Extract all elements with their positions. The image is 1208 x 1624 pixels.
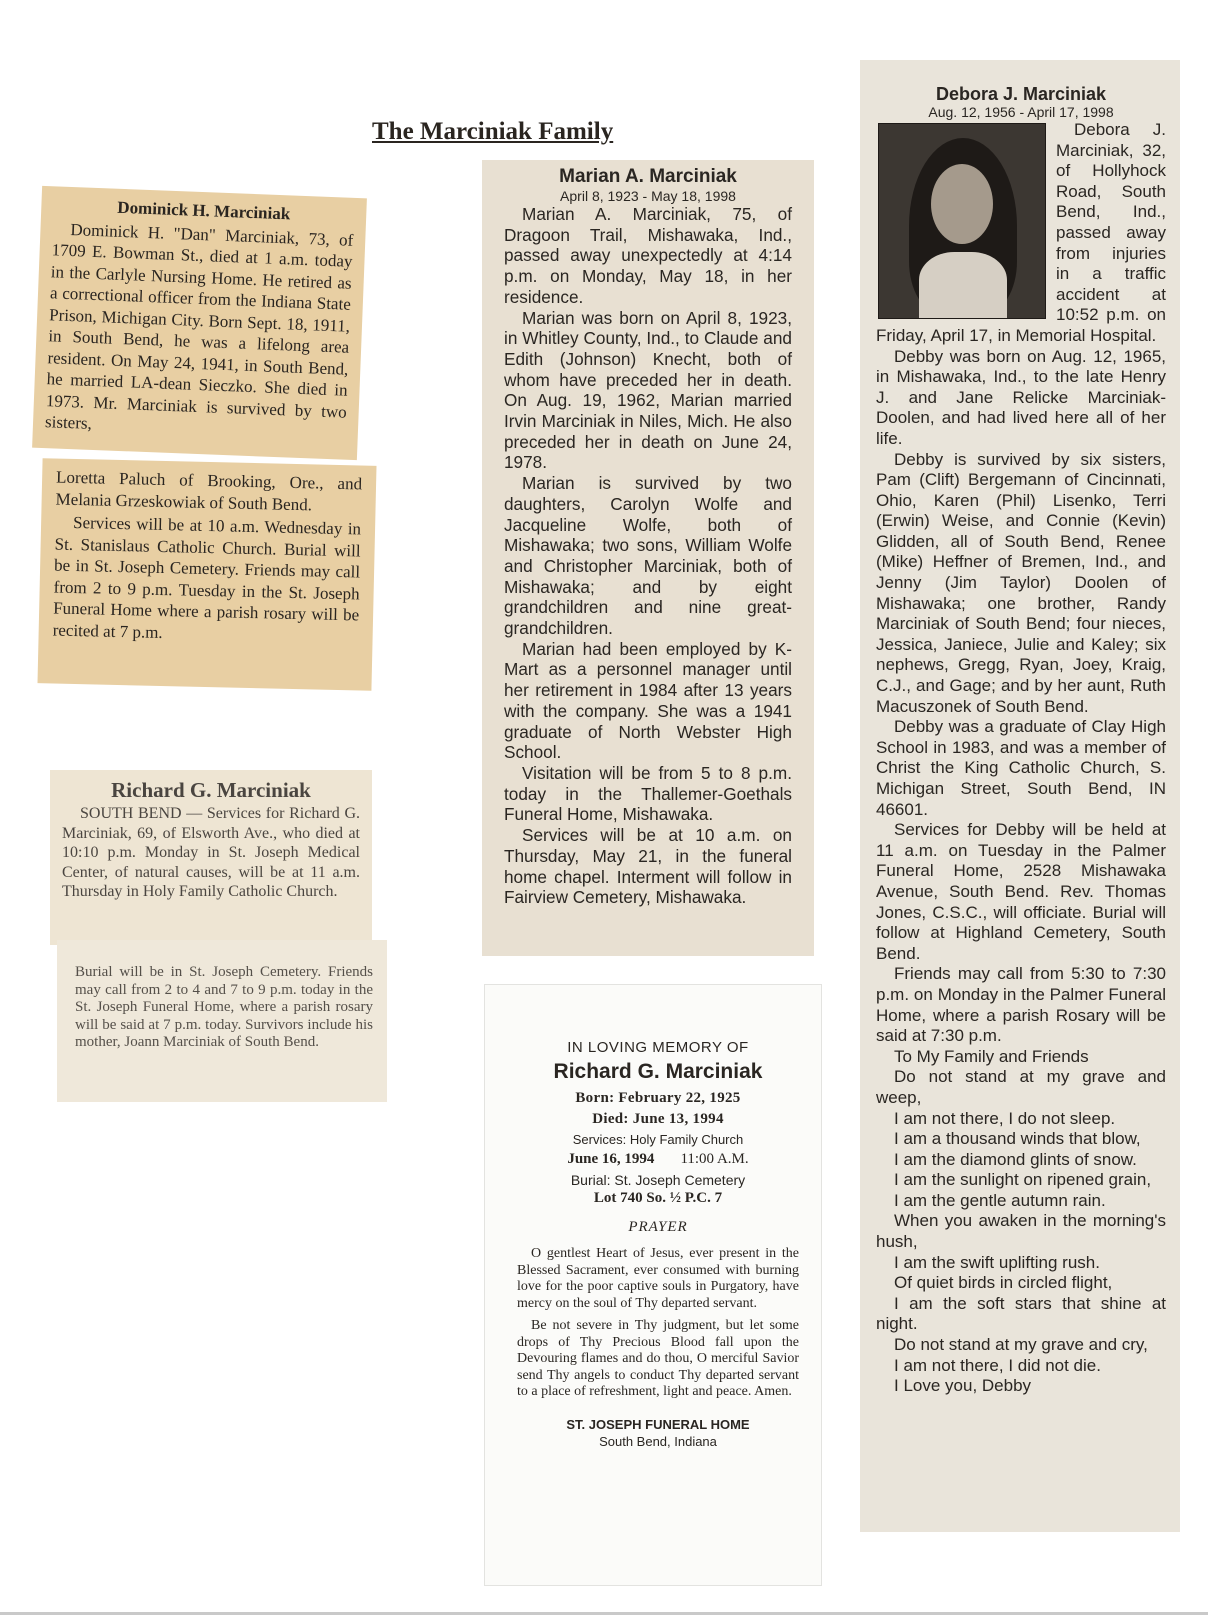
card-prayer-paragraph-1: O gentlest Heart of Jesus, ever present in the Blessed Sacrament, ever consumed with burning love for the poor captive souls in Purgatory, have mercy on the soul of Thy departed servant. [517,1246,799,1311]
poem-line: I am the gentle autumn rain. [894,1190,1106,1210]
dominick-paragraph-1: Dominick H. "Dan" Marciniak, 73, of 1709 E. Bowman St., died at 1 a.m. today in the Carlyle Nursing Home. He retired as a correctional officer from the Indiana State Prison, Michigan City. Born Sept. 18, 1911, in South Bend, he was a lifelong area resident. On May 24, 1941, in South Bend, he married LA-dean Sieczko. She died in 1973. Mr. Marciniak is survived by two sisters, [44,219,354,433]
debora-photo [878,123,1046,319]
card-name: Richard G. Marciniak [553,1060,763,1083]
dominick-paragraph-3: Services will be at 10 a.m. Wednesday in St. Stanislaus Catholic Church. Burial will be in St. Joseph Cemetery. Friends may call from 2 to 9 p.m. Tuesday in the St. Joseph Funeral Home where a parish rosary will be recited at 7 p.m. [52,512,362,642]
poem-line: I am the sunlight on ripened grain, [894,1170,1152,1190]
richard-obituary-top [50,770,372,945]
debora-name: Debora J. Marciniak [935,84,1107,104]
poem-line: To My Family and Friends [894,1046,1089,1066]
poem-line: I am the diamond glints of snow. [894,1149,1137,1169]
poem-line: Of quiet birds in circled flight, [894,1273,1113,1293]
poem-line: I am a thousand winds that blow, [894,1129,1141,1149]
card-born: Born: February 22, 1925 [575,1090,741,1106]
memorial-card [484,984,822,1586]
card-burial: Burial: St. Joseph Cemetery [570,1172,746,1188]
marian-paragraph-2: Marian was born on April 8, 1923, in Whitley County, Ind., to Claude and Edith (Johnson) Knecht, both of whom have preceded her in death. On Aug. 19, 1962, Marian married Irvin Marciniak in Niles, Mich. He also preceded her in death on June 24, 1978. [504,307,792,473]
debora-paragraph-2: Debby was a graduate of Clay High School in 1983, and was a member of Christ the King Catholic Church, S. Michigan Street, South Bend, IN 46601. [876,717,1166,819]
card-service-time: 11:00 A.M. [680,1151,749,1167]
marian-paragraph-3: Marian is survived by two daughters, Carolyn Wolfe and Jacqueline Wolfe, both of Mishawaka; two sons, William Wolfe and Christopher Marciniak, both of Mishawaka; and by eight grandchildren and nine great-grandchildren. [504,473,792,639]
debora-poem [876,1047,1166,1397]
card-died: Died: June 13, 1994 [592,1111,724,1127]
debora-paragraph-intro: Debora J. Marciniak, 32, of Hollyhock Road, South Bend, Ind., passed away from injuries in a traffic accident at 10:52 p.m. on Friday, April 17, in Memorial Hospital. [876,120,1166,345]
poem-line: Do not stand at my grave and cry, [894,1335,1148,1355]
page-title: The Marciniak Family [372,118,614,145]
poem-line: I Love you, Debby [894,1376,1032,1396]
poem-line: I am not there, I did not die. [894,1355,1101,1375]
scan-edge [0,1612,1208,1615]
richard-obituary-bottom [57,940,387,1102]
marian-paragraph-1: Marian A. Marciniak, 75, of Dragoon Trail, Mishawaka, Ind., passed away unexpectedly at 4:14 p.m. on Monday, May 18, in her residence. [504,204,792,307]
richard-obituary-name: Richard G. Marciniak [111,778,311,802]
marian-name: Marian A. Marciniak [559,166,737,187]
richard-obituary-paragraph-1: SOUTH BEND — Services for Richard G. Marciniak, 69, of Elsworth Ave., who died at 10:10 p.m. Monday in St. Joseph Medical Center, of natural causes, will be at 11 a.m. Thursday in Holy Family Catholic Church. [62,805,360,900]
card-prayer-title: PRAYER [628,1219,688,1235]
card-service-date: June 16, 1994 [567,1151,655,1167]
card-prayer-paragraph-2: Be not severe in Thy judgment, but let some drops of Thy Precious Blood fall upon the Devouring flames and do thou, O merciful Savior send Thy angels to conduct Thy departed servant to a place of refreshment, light and peace. Amen. [517,1318,799,1399]
debora-dates: Aug. 12, 1956 - April 17, 1998 [928,104,1114,120]
marian-paragraph-4: Marian had been employed by K-Mart as a personnel manager until her retirement in 1984 after 13 years with the company. She was a 1941 graduate of North Webster High School. [504,638,792,763]
poem-line: When you awaken in the morning's hush, [876,1211,1166,1252]
card-footer-name: ST. JOSEPH FUNERAL HOME [566,1416,750,1432]
debora-paragraph-3: Services for Debby will be held at 11 a.m. on Tuesday in the Palmer Funeral Home, 2528 Mishawaka Avenue, South Bend. Rev. Thomas Jones, C.S.C., will officiate. Burial will follow at Highland Cemetery, South Bend. [876,820,1166,963]
dominick-name: Dominick H. Marciniak [117,197,291,224]
poem-line: I am the soft stars that shine at night. [876,1293,1166,1334]
card-heading: IN LOVING MEMORY OF [567,1039,749,1056]
richard-obituary-paragraph-2: Burial will be in St. Joseph Cemetery. Friends may call from 2 to 4 and 7 to 9 p.m. today in the St. Joseph Funeral Home, where a parish rosary will be said at 7 p.m. today. Survivors include his mother, Joann Marciniak of South Bend. [75,964,373,1050]
debora-clipping [860,60,1180,1532]
debora-paragraph-4: Friends may call from 5:30 to 7:30 p.m. on Monday in the Palmer Funeral Home, where a parish Rosary will be said at 7:30 p.m. [876,964,1166,1046]
dominick-paragraph-2: Loretta Paluch of Brooking, Ore., and Melania Grzeskowiak of South Bend. [55,467,363,514]
poem-line: I am the swift uplifting rush. [894,1252,1100,1272]
card-footer-city: South Bend, Indiana [599,1433,717,1449]
dominick-clipping-top [32,186,367,460]
marian-paragraph-6: Services will be at 10 a.m. on Thursday, May 21, in the funeral home chapel. Interment will follow in Fairview Cemetery, Mishawaka. [504,825,792,908]
debora-paragraph-1: Debby is survived by six sisters, Pam (Clift) Bergemann of Cincinnati, Ohio, Karen (Phil) Lisenko, Terri (Erwin) Weise, and Connie (Kevin) Glidden, all of South Bend, Renee (Mike) Heffner of Bremen, Ind., and Jenny (Jim Taylor) Doolen of Mishawaka; one brother, Randy Marciniak of South Bend; four nieces, Jessica, Janiece, Julie and Kaley; six nephews, Gregg, Ryan, Joey, Kraig, C.J., and Gage; and by her aunt, Ruth Macuszonek of South Bend. [876,449,1166,716]
marian-dates: April 8, 1923 - May 18, 1998 [560,188,736,204]
marian-clipping [482,160,814,956]
dominick-clipping-bottom [37,458,376,691]
card-lot: Lot 740 So. ½ P.C. 7 [593,1190,723,1206]
card-service-datetime [517,1151,799,1168]
poem-line: I am not there, I do not sleep. [894,1108,1116,1128]
poem-line: Do not stand at my grave and weep, [876,1067,1166,1107]
marian-paragraph-5: Visitation will be from 5 to 8 p.m. today in the Thallemer-Goethals Funeral Home, Mishawaka. [504,762,792,825]
debora-paragraph-born: Debby was born on Aug. 12, 1965, in Mishawaka, Ind., to the late Henry J. and Jane Relicke Marciniak-Doolen, and had lived here all of her life. [876,346,1166,448]
card-services: Services: Holy Family Church [572,1132,744,1147]
